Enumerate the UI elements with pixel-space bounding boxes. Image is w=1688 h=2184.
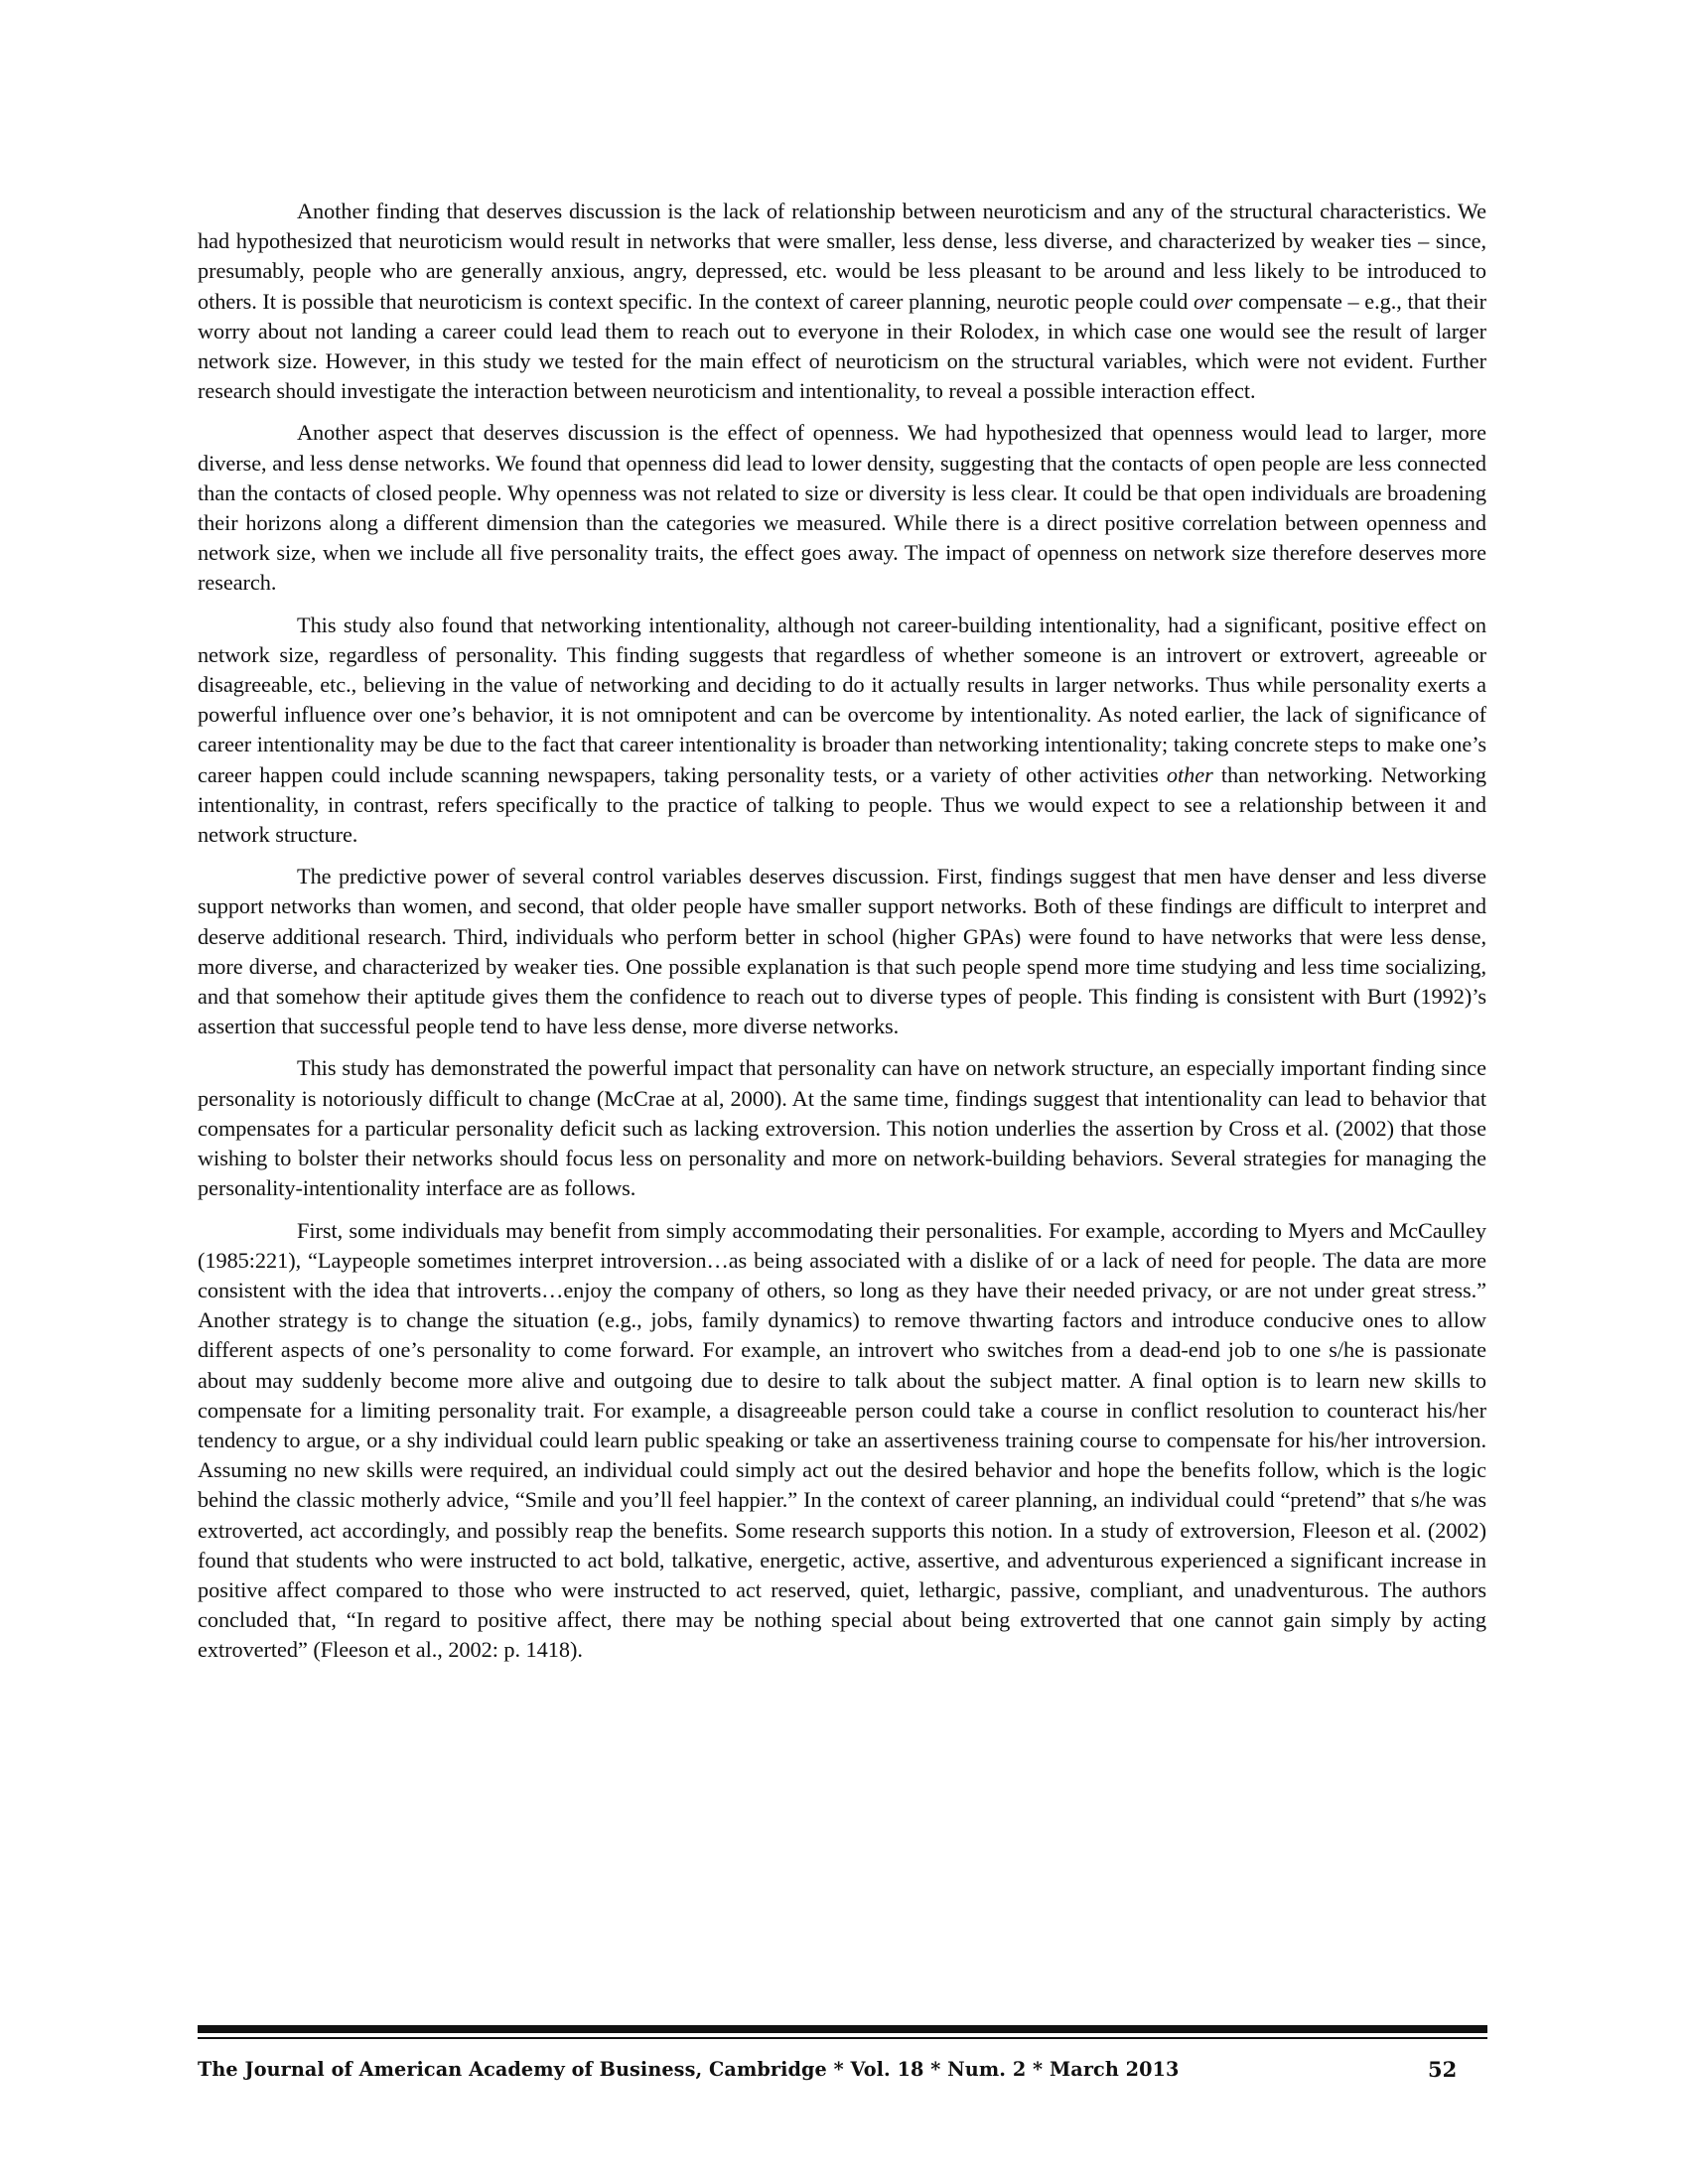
paragraph-text: Another finding that deserves discussion is the lack of relationship between neuroticism and any of the structural characteristics. We had hypothesized that neuroticism would result in networks that were smaller, less dense, less diverse, and characterized by weaker ties – since, presumably, people who are generally anxious, angry, depressed, etc. would be less pleasant to be around and less likely to be introduced to others. It is possible that neuroticism is context specific. In the context of career planning, neurotic people could: [198, 199, 1486, 314]
paragraph-openness: [198, 418, 1486, 598]
paragraph-control-variables: [198, 862, 1486, 1041]
paragraph-text: First, some individuals may benefit from simply accommodating their personalities. For example, according to Myers and McCaulley (1985:221), “Laypeople sometimes interpret introversion…as being associated with a dislike of or a lack of need for people. The data are more consistent with the idea that introverts…enjoy the company of others, so long as they have their needed privacy, or are not under great stress.” Another strategy is to change the situation (e.g., jobs, family dynamics) to remove thwarting factors and introduce conducive ones to allow different aspects of one’s personality to come forward. For example, an introvert who switches from a dead-end job to one s/he is passionate about may suddenly become more alive and outgoing due to desire to talk about the subject matter. A final option is to learn new skills to compensate for a limiting personality trait. For example, a disagreeable person could take a course in conflict resolution to counteract his/her tendency to argue, or a shy individual could learn public speaking or take an assertiveness training course to compensate for his/her introversion. Assuming no new skills were required, an individual could simply act out the desired behavior and hope the benefits follow, which is the logic behind the classic motherly advice, “Smile and you’ll feel happier.” In the context of career planning, an individual could “pretend” that s/he was extroverted, act accordingly, and possibly reap the benefits. Some research supports this notion. In a study of extroversion, Fleeson et al. (2002) found that students who were instructed to act bold, talkative, energetic, active, assertive, and adventurous experienced a significant increase in positive affect compared to those who were instructed to act reserved, quiet, lethargic, passive, compliant, and unadventurous. The authors concluded that, “In regard to positive affect, there may be nothing special about being extroverted that one cannot gain simply by acting extroverted” (Fleeson et al., 2002: p. 1418).: [198, 1217, 1486, 1663]
emphasis-over: over: [1194, 288, 1233, 314]
page-number: 52: [1428, 2057, 1458, 2082]
paragraph-personality-impact: [198, 1053, 1486, 1203]
footer-divider-thin: [198, 2037, 1487, 2039]
paragraph-text: compensate – e.g., that their worry about not landing a career could lead them to reach out to everyone in their Rolodex, in which case one would see the result of larger network size. However, in this study we tested for the main effect of neuroticism on the structural variables, which were not evident. Further research should investigate the interaction between neuroticism and intentionality, to reveal a possible interaction effect.: [198, 288, 1487, 404]
paragraph-strategies: [198, 1216, 1486, 1666]
emphasis-other: other: [1166, 761, 1213, 787]
paragraph-text: The predictive power of several control variables deserves discussion. First, findings suggest that men have denser and less diverse support networks than women, and second, that older people have smaller support networks. Both of these findings are difficult to interpret and deserve additional research. Third, individuals who perform better in school (higher GPAs) were found to have networks that were less dense, more diverse, and characterized by weaker ties. One possible explanation is that such people spend more time studying and less time socializing, and that somehow their aptitude gives them the confidence to reach out to diverse types of people. This finding is consistent with Burt (1992)’s assertion that successful people tend to have less dense, more diverse networks.: [198, 864, 1486, 1039]
paragraph-intentionality: [198, 611, 1486, 851]
paragraph-text: than networking. Networking intentionality, in contrast, refers specifically to the practice of talking to people. Thus we would expect to see a relationship between it and network structure.: [198, 761, 1486, 848]
paragraph-text: Another aspect that deserves discussion is the effect of openness. We had hypothesized that openness would lead to larger, more diverse, and less dense networks. We found that openness did lead to lower density, suggesting that the contacts of open people are less connected than the contacts of closed people. Why openness was not related to size or diversity is less clear. It could be that open individuals are broadening their horizons along a different dimension than the categories we measured. While there is a direct positive correlation between openness and network size, when we include all five personality traits, the effect goes away. The impact of openness on network size therefore deserves more research.: [198, 420, 1486, 596]
paragraph-text: This study also found that networking intentionality, although not career-building intentionality, had a significant, positive effect on network size, regardless of personality. This finding suggests that regardless of whether someone is an introvert or extrovert, agreeable or disagreeable, etc., believing in the value of networking and deciding to do it actually results in larger networks. Thus while personality exerts a powerful influence over one’s behavior, it is not omnipotent and can be overcome by intentionality. As noted earlier, the lack of significance of career intentionality may be due to the fact that career intentionality is broader than networking intentionality; taking concrete steps to make one’s career happen could include scanning newspapers, taking personality tests, or a variety of other activities: [198, 612, 1486, 787]
footer-divider-thick: [198, 2025, 1487, 2033]
paragraph-text: This study has demonstrated the powerful impact that personality can have on network structure, an especially important finding since personality is notoriously difficult to change (McCrae at al, 2000). At the same time, findings suggest that intentionality can lead to behavior that compensates for a particular personality deficit such as lacking extroversion. This notion underlies the assertion by Cross et al. (2002) that those wishing to bolster their networks should focus less on personality and more on network-building behaviors. Several strategies for managing the personality-intentionality interface are as follows.: [198, 1055, 1486, 1201]
article-body: [198, 197, 1486, 1678]
footer-journal-citation: The Journal of American Academy of Business, Cambridge * Vol. 18 * Num. 2 * March 2013: [198, 2058, 1180, 2081]
paragraph-neuroticism: [198, 197, 1486, 406]
